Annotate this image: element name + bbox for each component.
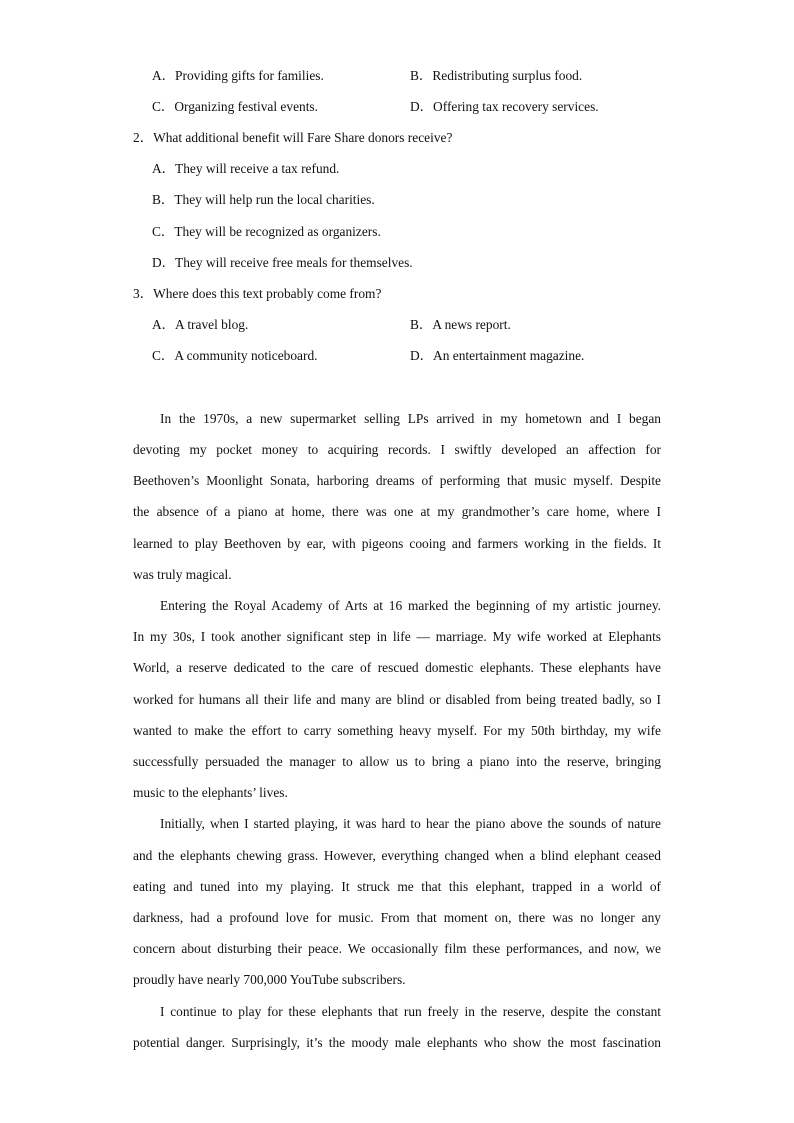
q2-option-d: D．They will receive free meals for themselves. [152, 255, 413, 270]
q1-option-d: D．Offering tax recovery services. [410, 99, 599, 114]
q3-option-a: A．A travel blog. [152, 317, 249, 332]
paragraph-line: In my 30s, I took another significant step in life — marriage. My wife worked at Elephants [133, 629, 661, 644]
paragraph-line: music to the elephants’ lives. [133, 785, 288, 800]
paragraph-line: was truly magical. [133, 567, 232, 582]
q3-option-d: D．An entertainment magazine. [410, 348, 585, 363]
q2-option-a: A．They will receive a tax refund. [152, 161, 340, 176]
q2-option-c: C．They will be recognized as organizers. [152, 224, 381, 239]
paragraph-line: Entering the Royal Academy of Arts at 16 marked the beginning of my artistic journey. [160, 598, 661, 613]
paragraph-line: In the 1970s, a new supermarket selling LPs arrived in my hometown and I began [160, 411, 661, 426]
q1-option-c: C．Organizing festival events. [152, 99, 318, 114]
paragraph-line: learned to play Beethoven by ear, with pigeons cooing and farmers working in the fields. It [133, 536, 661, 551]
q3-option-b: B．A news report. [410, 317, 511, 332]
paragraph-line: wanted to make the effort to carry something heavy myself. For my 50th birthday, my wife [133, 723, 661, 738]
paragraph-line: and the elephants chewing grass. However, everything changed when a blind elephant ceased [133, 848, 661, 863]
paragraph-line: eating and tuned into my playing. It struck me that this elephant, trapped in a world of [133, 879, 661, 894]
q2-option-b: B．They will help run the local charities. [152, 192, 375, 207]
paragraph-line: Initially, when I started playing, it was hard to hear the piano above the sounds of nature [160, 816, 661, 831]
paragraph-line: concern about disturbing their peace. We occasionally film these performances, and now, we [133, 941, 661, 956]
q1-option-a: A．Providing gifts for families. [152, 68, 324, 83]
q3-stem: 3．Where does this text probably come from? [133, 286, 382, 301]
paragraph-line: proudly have nearly 700,000 YouTube subscribers. [133, 972, 406, 987]
paragraph-line: darkness, had a profound love for music. From that moment on, there was no longer any [133, 910, 661, 925]
paragraph-line: Beethoven’s Moonlight Sonata, harboring dreams of performing that music myself. Despite [133, 473, 661, 488]
paragraph-line: devoting my pocket money to acquiring records. I swiftly developed an affection for [133, 442, 661, 457]
paragraph-line: the absence of a piano at home, there was one at my grandmother’s care home, where I [133, 504, 661, 519]
paragraph-line: worked for humans all their life and many are blind or disabled from being treated badly, so I [133, 692, 661, 707]
paragraph-line: I continue to play for these elephants that run freely in the reserve, despite the constant [160, 1004, 661, 1019]
paragraph-line: World, a reserve dedicated to the care of rescued domestic elephants. These elephants have [133, 660, 661, 675]
q1-option-b: B．Redistributing surplus food. [410, 68, 583, 83]
q3-option-c: C．A community noticeboard. [152, 348, 318, 363]
paragraph-line: successfully persuaded the manager to allow us to bring a piano into the reserve, bringing [133, 754, 661, 769]
q2-stem: 2．What additional benefit will Fare Share donors receive? [133, 130, 453, 145]
paragraph-line: potential danger. Surprisingly, it’s the moody male elephants who show the most fascination [133, 1035, 661, 1050]
